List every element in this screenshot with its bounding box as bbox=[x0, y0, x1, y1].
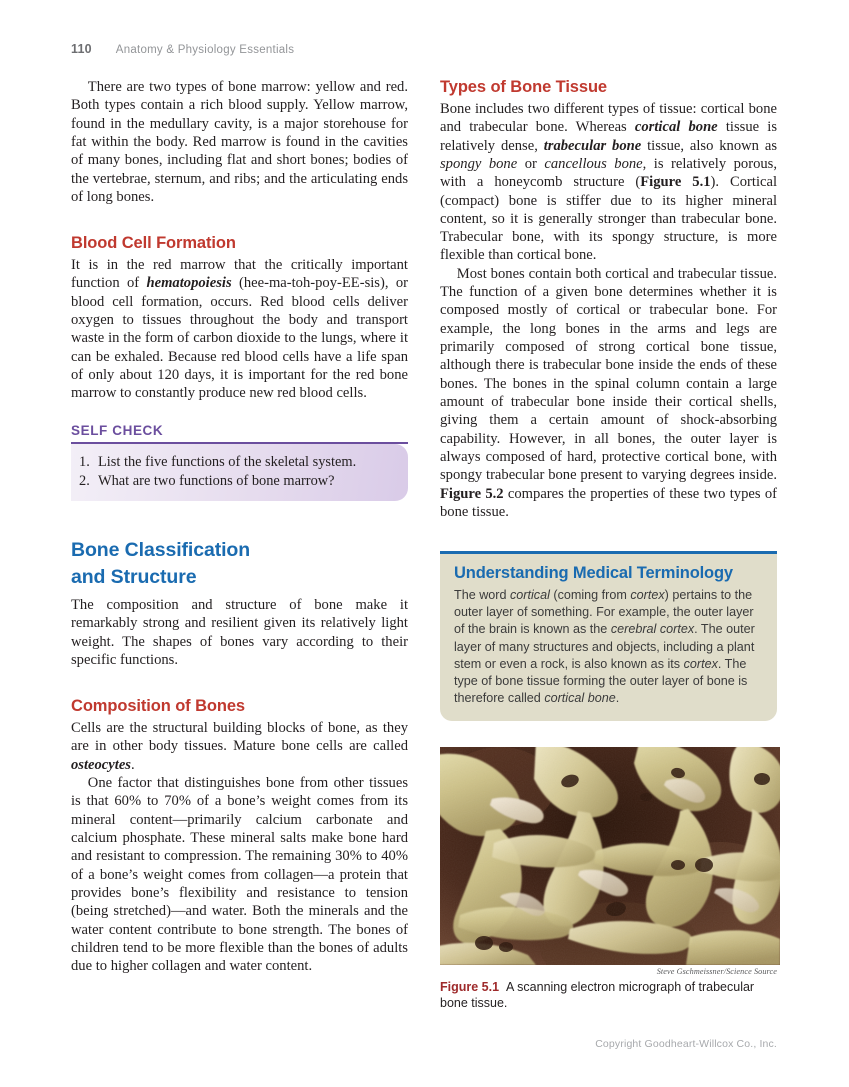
figure-reference-5-2: Figure 5.2 bbox=[440, 485, 504, 502]
list-item-label: What are two functions of bone marrow? bbox=[98, 472, 335, 489]
micrograph-image bbox=[440, 747, 780, 965]
text-run: compares the properties of these two types of bone tissue. bbox=[440, 485, 777, 520]
text-run: . The type of bone tissue forming the outer layer of bone is therefore called bbox=[454, 656, 748, 706]
figure-label: Figure 5.1 bbox=[440, 979, 500, 994]
page-number: 110 bbox=[71, 42, 92, 56]
spacer bbox=[71, 669, 408, 697]
text-run: ) pertains to the outer layer of something. For example, the outer layer of the brain is known as the bbox=[454, 587, 754, 637]
figure-caption bbox=[440, 979, 777, 1012]
term-cortex-2: cortex bbox=[683, 656, 718, 671]
running-head bbox=[71, 42, 771, 56]
text-run: . bbox=[130, 756, 135, 773]
umt-body-text bbox=[454, 587, 763, 708]
spacer bbox=[71, 501, 408, 529]
term-cortical-bone-umt: cortical bone bbox=[544, 691, 616, 706]
paragraph-composition-1 bbox=[71, 719, 408, 774]
self-check-title: SELF CHECK bbox=[71, 422, 164, 438]
heading-types-of-bone-tissue: Types of Bone Tissue bbox=[440, 78, 608, 96]
term-spongy-bone: spongy bone bbox=[440, 155, 518, 172]
text-run: , is relatively porous, with a honeycomb structure ( bbox=[440, 155, 777, 191]
text-run: (coming from bbox=[549, 587, 631, 602]
text-run: . The outer layer of many structures and objects, including a plant stem or even a rock, is also known as its bbox=[454, 622, 755, 671]
term-cortical-bone: cortical bone bbox=[634, 119, 718, 136]
understanding-medical-terminology-box bbox=[440, 551, 777, 720]
paragraph-types-2 bbox=[440, 265, 777, 521]
list-item-number: 2. bbox=[79, 472, 90, 489]
term-cortex: cortex bbox=[630, 587, 665, 602]
spacer bbox=[71, 206, 408, 234]
self-check-section bbox=[71, 423, 408, 502]
right-column bbox=[440, 78, 777, 1012]
figure-caption-text: A scanning electron micrograph of trabecular bone tissue. bbox=[440, 979, 755, 1011]
figure-credit: Steve Gschmeissner/Science Source bbox=[656, 966, 777, 976]
text-run: . bbox=[615, 691, 620, 706]
text-run: or bbox=[517, 155, 545, 172]
text-run: Bone includes two different types of tissue: cortical bone and trabecular bone. Whereas bbox=[440, 100, 777, 136]
figure-reference-5-1: Figure 5.1 bbox=[640, 174, 711, 191]
paragraph-bone-marrow: There are two types of bone marrow: yellow and red. Both types contain a rich blood supply. Yellow marrow, found in the medullary cavity, is a major storehouse for fat within the body. Red marrow is found in the cavities of many bones, including flat and short bones; bodies of the vertebrae, sternum, and ribs; and the articulating ends of long bones. bbox=[71, 79, 408, 205]
term-cancellous-bone: cancellous bone bbox=[544, 155, 643, 172]
term-hematopoiesis: hematopoiesis bbox=[146, 275, 232, 292]
paragraph-types-1 bbox=[440, 100, 777, 265]
list-item bbox=[79, 472, 394, 491]
paragraph-blood-cell-formation bbox=[71, 256, 408, 403]
text-run: It is in the red marrow that the critically important function of bbox=[71, 257, 408, 292]
heading-composition-of-bones: Composition of Bones bbox=[71, 697, 245, 716]
term-osteocytes: osteocytes bbox=[71, 756, 131, 773]
text-run: The word bbox=[454, 587, 510, 602]
heading-blood-cell-formation: Blood Cell Formation bbox=[71, 234, 236, 253]
figure-5-1 bbox=[440, 747, 777, 1012]
book-title: Anatomy & Physiology Essentials bbox=[115, 44, 295, 56]
list-item-number: 1. bbox=[79, 453, 90, 470]
text-run: tissue is relatively dense, bbox=[440, 119, 777, 154]
text-run: Most bones contain both cortical and trabecular tissue. The function of a given bone determines whether it is composed mostly of cortical or trabecular bone. For example, the long bones in the arms and legs are primarily composed of strong cortical bone tissue, although there is trabecular bone inside the ends of these bones. The bones in the spinal column contain a large amount of trabecular bone inside their cortical shells, giving them a certain amount of shock-absorbing capability. However, in all bones, the outer layer is always composed of hard, protective cortical bone, with spongy trabecular bone present to varying degrees inside. bbox=[440, 265, 777, 484]
paragraph-composition-2: One factor that distinguishes bone from other tissues is that 60% to 70% of a bone’s weight comes from its mineral content—primarily calcium carbonate and calcium phosphate. These mineral salts make bone hard and resistant to compression. The remaining 30% to 40% of a bone’s weight comes from collagen—a protein that provides bone’s flexibility and resistance to tension (being stretched)—and water. Both the minerals and the water content contribute to bone strength. The bones of children tend to be more flexible than the bones of adults due to higher collagen and water content. bbox=[71, 775, 408, 975]
heading-bone-classification-line2: and Structure bbox=[71, 566, 197, 589]
copyright-notice: Copyright Goodheart-Willcox Co., Inc. bbox=[595, 1038, 777, 1050]
left-column bbox=[71, 78, 408, 1012]
list-item-label: List the five functions of the skeletal system. bbox=[98, 453, 357, 470]
text-run: (hee-ma-toh-poy-EE-sis), or blood cell formation, occurs. Red blood cells deliver oxygen to tissues throughout the body and transport waste in the form of carbon dioxide to the lungs, where it can be exhaled. Because red blood cells have a life span of only about 120 days, it is important for the red bone marrow to constantly produce new red blood cells. bbox=[71, 275, 408, 402]
text-run: tissue, also known as bbox=[641, 137, 778, 154]
term-cortical: cortical bbox=[510, 587, 550, 602]
text-run: ). Cortical (compact) bone is stiffer due to its higher mineral content, so it is generally stronger than trabecular bone. Trabecular bone, with its spongy structure, is more flexible than cortical bone. bbox=[440, 174, 778, 264]
term-cerebral-cortex: cerebral cortex bbox=[610, 622, 695, 637]
text-run: Cells are the structural building blocks of bone, as they are in other body tissues. Mature bone cells are called bbox=[71, 720, 408, 755]
umt-title: Understanding Medical Terminology bbox=[454, 563, 733, 582]
paragraph-bone-classification: The composition and structure of bone make it remarkably strong and resilient given its relatively light weight. The shapes of bones vary according to their specific functions. bbox=[71, 596, 408, 668]
term-trabecular-bone: trabecular bone bbox=[543, 137, 642, 154]
page-body bbox=[71, 78, 777, 1012]
heading-bone-classification-line1: Bone Classification bbox=[71, 539, 251, 562]
list-item bbox=[79, 453, 394, 472]
self-check-box bbox=[71, 444, 408, 501]
umt-content bbox=[440, 554, 777, 721]
